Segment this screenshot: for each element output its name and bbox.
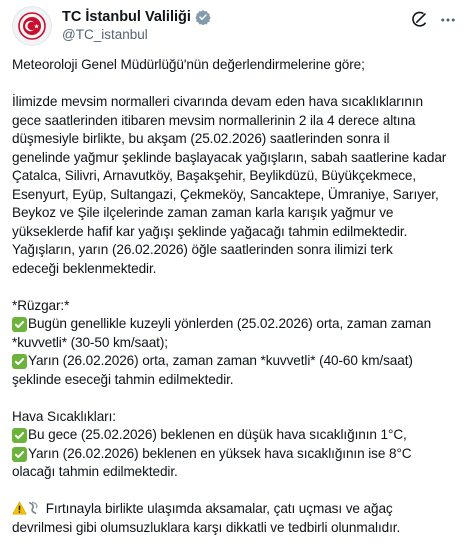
temp-title: Hava Sıcaklıkları: [12,408,116,424]
display-name[interactable]: TC İstanbul Valiliği [62,9,191,25]
check-mark-icon [12,354,27,369]
more-icon[interactable] [439,11,457,29]
paragraph-line: yükseklerde hafif kar yağışı şeklinde yağacağı tahmin edilmektedir. [12,223,408,239]
temp-item-tomorrow: Yarın (26.02.2026) beklenen en yüksek hava sıcaklığının ise 8°C [12,445,457,464]
warning-icon [12,501,27,521]
temp-item-tonight: Bu gece (25.02.2026) beklenen en düşük hava sıcaklığının 1°C, [12,426,457,445]
temp-item-tomorrow-cont: olacağı tahmin edilmektedir. [12,464,178,479]
author-names [62,8,211,44]
avatar[interactable] [12,6,52,46]
verified-badge-icon [195,9,211,25]
wind-item-tomorrow-cont: şeklinde eseceği tahmin edilmektedir. [12,371,234,387]
crest-logo-icon [17,11,47,41]
wind-item-tomorrow: Yarın (26.02.2026) orta, zaman zaman *kuvvetli* (40-60 km/saat) [12,352,457,371]
paragraph-line: İlimizde mevsim normalleri civarında devam eden hava sıcaklıklarının [12,94,423,109]
check-mark-icon [12,317,27,332]
handle[interactable]: @TC_istanbul [62,27,148,42]
paragraph-line: gece saatlerinden itibaren mevsim normallerinin 2 ila 4 derece altına [12,112,416,128]
wind-face-icon [27,501,42,521]
check-mark-icon [12,447,27,462]
paragraph-line: Yağışların, yarın (26.02.2026) öğle saatlerinden sonra ilimizi terk [12,242,393,257]
tweet-text [12,56,457,537]
paragraph-line: Beykoz ve Şile ilçelerinde zaman zaman karla karışık yağmur ve [12,205,394,220]
header-actions [410,10,457,29]
intro-line: Meteoroloji Genel Müdürlüğü'nün değerlendirmelerine göre; [12,57,365,72]
grok-icon[interactable] [410,10,429,29]
paragraph-line: edeceği beklenmektedir. [12,260,157,276]
paragraph-line: Esenyurt, Eyüp, Sultangazi, Çekmeköy, Sancaktepe, Ümraniye, Sarıyer, [12,186,439,202]
warning-line-cont: devrilmesi gibi olumsuzluklara karşı dikkatli ve tedbirli olunmalıdır. [12,519,401,535]
wind-item-today: Bugün genellikle kuzeyli yönlerden (25.02.2026) orta, zaman zaman [12,315,457,334]
paragraph-line: Çatalca, Silivri, Arnavutköy, Başakşehir, Beylikdüzü, Büyükçekmece, [12,168,417,183]
paragraph-line: düşmesiyle birlikte, bu akşam (25.02.2026) saatlerinden sonra il [12,131,390,146]
paragraph-line: genelinde yağmur şeklinde başlayacak yağışların, sabah saatlerine kadar [12,149,447,165]
wind-item-today-cont: *kuvvetli* (30-50 km/saat); [12,334,168,350]
tweet-header [12,6,457,50]
wind-title: *Rüzgar:* [12,297,70,313]
check-mark-icon [12,428,27,443]
warning-line: Fırtınayla birlikte ulaşımda aksamalar, çatı uçması ve ağaç [12,500,457,519]
